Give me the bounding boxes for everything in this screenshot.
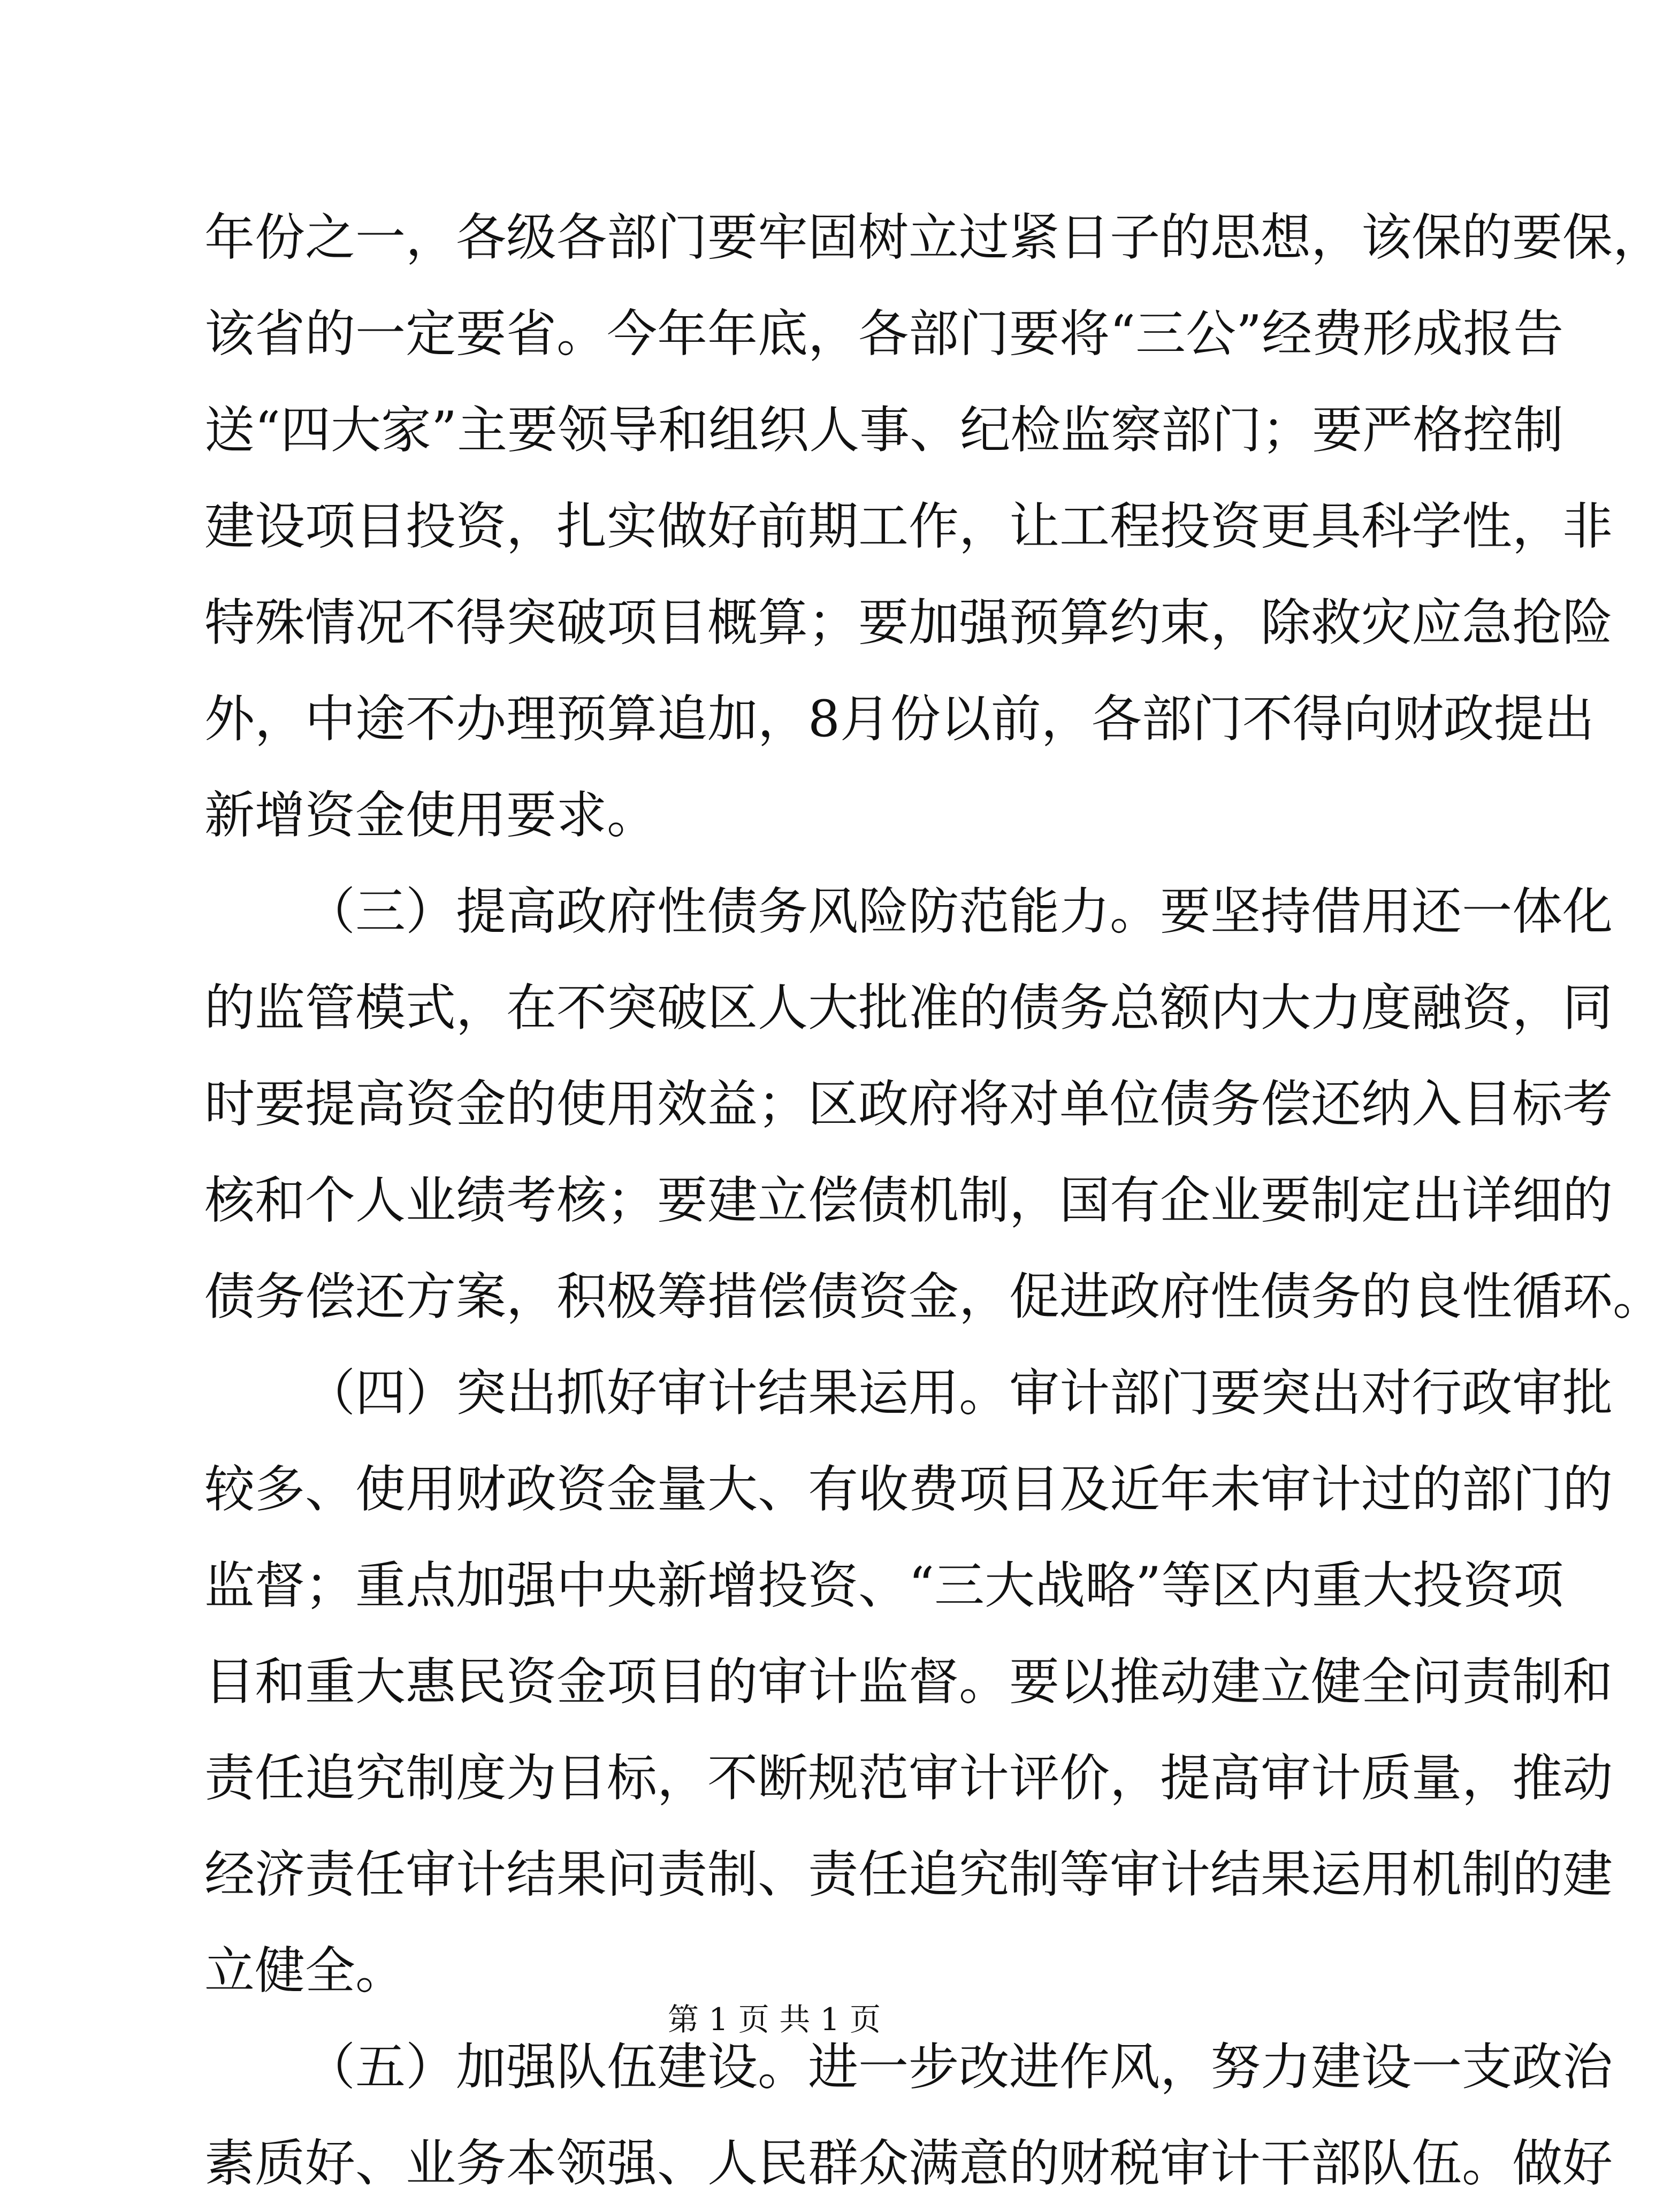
text-line: 经济责任审计结果问责制、责任追究制等审计结果运用机制的建	[204, 1846, 1613, 1904]
text-line: 立健全。	[204, 1942, 406, 2000]
text-line: 债务偿还方案，积极筹措偿债资金，促进政府性债务的良性循环。	[204, 1268, 1663, 1326]
text-line: 新增资金使用要求。	[204, 786, 658, 845]
text-line: 目和重大惠民资金项目的审计监督。要以推动建立健全问责制和	[204, 1653, 1613, 1711]
text-line: 该省的一定要省。今年年底，各部门要将“三公”经费形成报告	[204, 305, 1564, 363]
text-line: 核和个人业绩考核；要建立偿债机制，国有企业要制定出详细的	[204, 1172, 1613, 1230]
text-line: 监督；重点加强中央新增投资、“三大战略”等区内重大投资项	[204, 1557, 1564, 1615]
section-five-heading-line: （五）加强队伍建设。进一步改进作风，努力建设一支政治	[305, 2038, 1613, 2096]
section-four-heading-line: （四）突出抓好审计结果运用。审计部门要突出对行政审批	[305, 1364, 1613, 1422]
text-line: 年份之一，各级各部门要牢固树立过紧日子的思想，该保的要保，	[204, 209, 1663, 267]
text-line: 建设项目投资，扎实做好前期工作，让工程投资更具科学性，非	[204, 497, 1613, 556]
document-body	[204, 190, 1663, 2212]
section-three-heading-line: （三）提高政府性债务风险防范能力。要坚持借用还一体化	[305, 883, 1613, 941]
text-line: 送“四大家”主要领导和组织人事、纪检监察部门；要严格控制	[204, 401, 1564, 460]
text-line: 外，中途不办理预算追加，8月份以前，各部门不得向财政提出	[204, 690, 1595, 748]
text-line: 素质好、业务本领强、人民群众满意的财税审计干部队伍。做好	[204, 2134, 1613, 2193]
text-line: 责任追究制度为目标，不断规范审计评价，提高审计质量，推动	[204, 1749, 1613, 1808]
text-line: 时要提高资金的使用效益；区政府将对单位债务偿还纳入目标考	[204, 1075, 1613, 1134]
page-number-footer: 第 1 页 共 1 页	[668, 2001, 881, 2038]
text-line: 特殊情况不得突破项目概算；要加强预算约束，除救灾应急抢险	[204, 594, 1613, 652]
text-line: 较多、使用财政资金量大、有收费项目及近年未审计过的部门的	[204, 1460, 1613, 1519]
text-line: 的监管模式，在不突破区人大批准的债务总额内大力度融资，同	[204, 979, 1613, 1037]
